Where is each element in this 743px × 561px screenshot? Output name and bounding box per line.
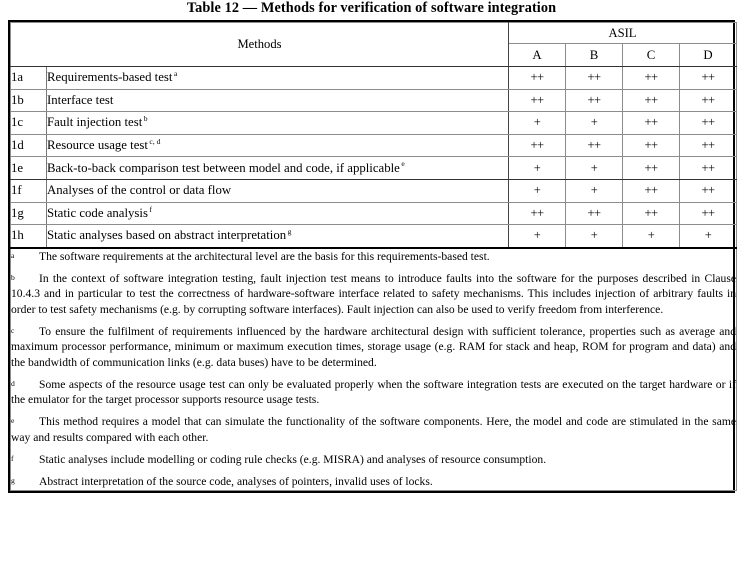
footnote	[11, 452, 736, 467]
rating-cell: ++	[509, 134, 566, 157]
footnote-marker: e	[11, 416, 15, 426]
row-id: 1c	[11, 112, 47, 135]
row-id: 1d	[11, 134, 47, 157]
rating-cell: ++	[623, 179, 680, 202]
rating-cell: ++	[509, 67, 566, 90]
footnote-reference: f	[149, 204, 152, 214]
header-asil-b: B	[566, 44, 623, 67]
rating-cell: ++	[680, 202, 737, 225]
row-id: 1f	[11, 179, 47, 202]
footnote-marker: b	[11, 273, 15, 283]
rating-cell: ++	[623, 67, 680, 90]
methods-table	[10, 22, 737, 491]
row-method	[47, 89, 509, 112]
rating-cell: +	[623, 225, 680, 248]
table-row	[11, 179, 737, 202]
row-id: 1h	[11, 225, 47, 248]
footnote-text: The software requirements at the architectural level are the basis for this requirements-based test.	[39, 249, 490, 263]
header-methods: Methods	[11, 23, 509, 67]
footnote	[11, 324, 736, 370]
footnote-marker: f	[11, 454, 14, 464]
header-asil-a: A	[509, 44, 566, 67]
table-row	[11, 134, 737, 157]
row-method-label: Resource usage test	[47, 138, 148, 153]
table-header	[11, 23, 737, 67]
footnote	[11, 414, 736, 445]
table-caption: Table 12 — Methods for verification of software integration	[186, 0, 557, 16]
row-method	[47, 67, 509, 90]
rating-cell: +	[509, 179, 566, 202]
footnote-text: Static analyses include modelling or coding rule checks (e.g. MISRA) and analyses of resource consumption.	[39, 453, 547, 467]
row-method-label: Fault injection test	[47, 115, 143, 130]
header-asil-group: ASIL	[509, 23, 737, 44]
row-method	[47, 134, 509, 157]
table-row	[11, 112, 737, 135]
rating-cell: +	[566, 112, 623, 135]
footnote	[11, 249, 736, 264]
rating-cell: ++	[680, 89, 737, 112]
rating-cell: +	[509, 157, 566, 180]
footnote-reference: a	[173, 69, 178, 79]
footnote-text: To ensure the fulfilment of requirements influenced by the hardware architectural design with sufficient tolerance, properties such as average and maximum processor performance, minimum or maximum execution times, storage usage (e.g. RAM for stack and heap, ROM for program and data) and the bandwidth of communication links (e.g. data buses) have to be determined.	[11, 324, 737, 369]
table-row	[11, 157, 737, 180]
rating-cell: ++	[680, 134, 737, 157]
rating-cell: ++	[623, 134, 680, 157]
row-id: 1g	[11, 202, 47, 225]
table-row	[11, 89, 737, 112]
row-id: 1e	[11, 157, 47, 180]
row-method-label: Requirements-based test	[47, 70, 173, 85]
rating-cell: ++	[623, 157, 680, 180]
footnote-marker: a	[11, 250, 15, 260]
rating-cell: ++	[509, 202, 566, 225]
rating-cell: ++	[566, 202, 623, 225]
header-row-top	[11, 23, 737, 44]
footnote-text: Abstract interpretation of the source code, analyses of pointers, invalid uses of locks.	[39, 475, 433, 489]
rating-cell: ++	[623, 202, 680, 225]
table-footnotes	[11, 248, 737, 490]
footnote-marker: d	[11, 378, 15, 388]
footnotes-cell	[11, 248, 737, 490]
table-row	[11, 225, 737, 248]
table-row	[11, 67, 737, 90]
footnote	[11, 474, 736, 489]
row-method	[47, 157, 509, 180]
row-method-label: Interface test	[47, 92, 114, 107]
footnote-text: In the context of software integration testing, fault injection test means to introduce faults into the software for the purposes described in Clause 10.4.3 and in particular to test the correctness of hardware-software interface related to safety mechanisms. This includes injection of arbitrary faults in order to test safety mechanisms (e.g. by corrupting software interfaces). Fault injection can also be used to verify freedom from interference.	[11, 272, 737, 316]
rating-cell: ++	[566, 134, 623, 157]
row-method-label: Static analyses based on abstract interpretation	[47, 228, 287, 243]
footnote-reference: e	[401, 159, 405, 169]
rating-cell: ++	[680, 157, 737, 180]
row-method-label: Back-to-back comparison test between model and code, if applicable	[47, 160, 400, 175]
header-asil-c: C	[623, 44, 680, 67]
footnote	[11, 377, 736, 408]
row-id: 1b	[11, 89, 47, 112]
footnote-reference: c, d	[149, 136, 161, 146]
row-method	[47, 225, 509, 248]
rating-cell: ++	[623, 89, 680, 112]
rating-cell: +	[566, 157, 623, 180]
rating-cell: ++	[680, 67, 737, 90]
rating-cell: ++	[566, 89, 623, 112]
footnotes-list	[11, 249, 736, 490]
footnote-text: Some aspects of the resource usage test can only be evaluated properly when the software integration tests are executed on the target hardware or if the emulator for the target processor supports resource usage tests.	[11, 377, 737, 407]
row-method	[47, 179, 509, 202]
footnote-text: This method requires a model that can simulate the functionality of the software components. Here, the model and code are stimulated in the same way and results compared with each other.	[11, 415, 737, 444]
row-method-label: Static code analysis	[47, 205, 148, 220]
table-container	[8, 20, 735, 493]
rating-cell: ++	[680, 179, 737, 202]
rating-cell: ++	[509, 89, 566, 112]
footnote-marker: c	[11, 325, 15, 335]
row-method-label: Analyses of the control or data flow	[47, 183, 232, 198]
rating-cell: +	[509, 225, 566, 248]
row-method	[47, 112, 509, 135]
rating-cell: +	[566, 179, 623, 202]
rating-cell: +	[509, 112, 566, 135]
rating-cell: ++	[680, 112, 737, 135]
row-id: 1a	[11, 67, 47, 90]
header-asil-d: D	[680, 44, 737, 67]
rating-cell: ++	[623, 112, 680, 135]
footnote-marker: g	[11, 476, 15, 486]
rating-cell: +	[566, 225, 623, 248]
table-body	[11, 67, 737, 248]
footnote	[11, 271, 736, 317]
footnote-reference: g	[287, 227, 292, 237]
row-method	[47, 202, 509, 225]
rating-cell: ++	[566, 67, 623, 90]
footnotes-row	[11, 248, 737, 490]
rating-cell: +	[680, 225, 737, 248]
table-row	[11, 202, 737, 225]
footnote-reference: b	[143, 114, 148, 124]
